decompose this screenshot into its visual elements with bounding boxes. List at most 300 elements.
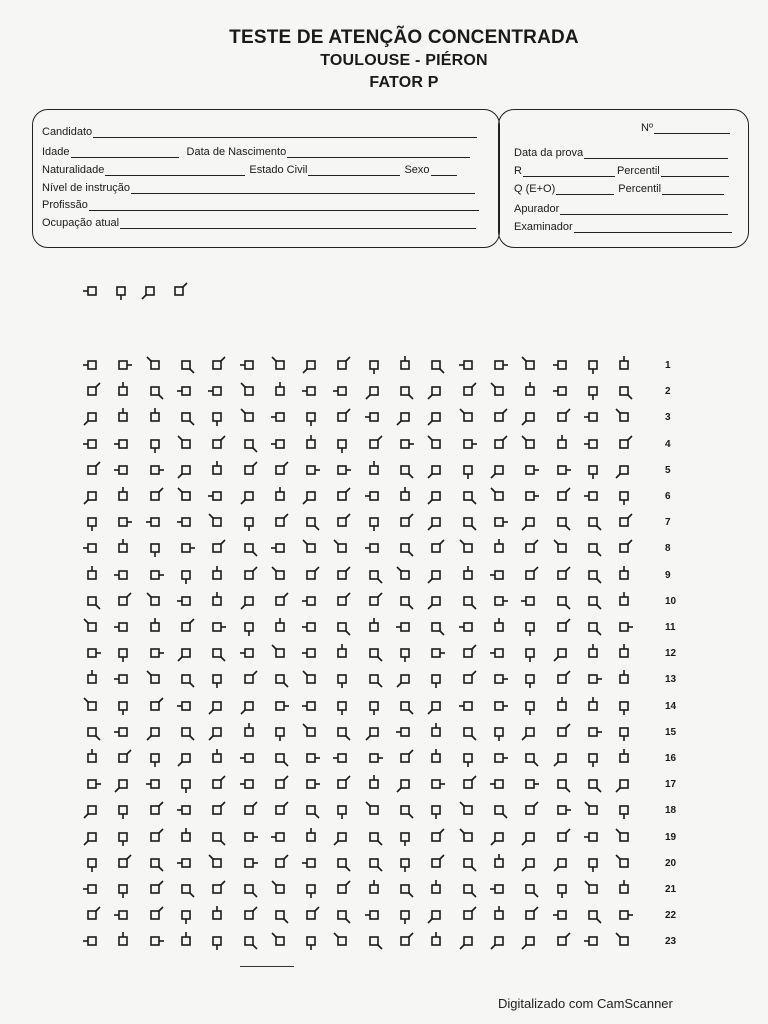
symbol-w-icon[interactable] <box>489 566 509 584</box>
symbol-se-icon[interactable] <box>552 775 572 793</box>
symbol-e-icon[interactable] <box>364 749 384 767</box>
symbol-s-icon[interactable] <box>458 749 478 767</box>
symbol-ne-icon[interactable] <box>364 592 384 610</box>
symbol-n-icon[interactable] <box>426 880 446 898</box>
symbol-n-icon[interactable] <box>520 382 540 400</box>
symbol-w-icon[interactable] <box>552 382 572 400</box>
symbol-ne-icon[interactable] <box>207 801 227 819</box>
symbol-sw-icon[interactable] <box>82 408 102 426</box>
symbol-n-icon[interactable] <box>489 906 509 924</box>
symbol-s-icon[interactable] <box>520 618 540 636</box>
symbol-w-icon[interactable] <box>489 880 509 898</box>
symbol-s-icon[interactable] <box>520 644 540 662</box>
data-prova-field[interactable] <box>514 147 728 159</box>
symbol-s-icon[interactable] <box>520 697 540 715</box>
symbol-sw-icon[interactable] <box>301 487 321 505</box>
symbol-nw-icon[interactable] <box>395 566 415 584</box>
symbol-nw-icon[interactable] <box>301 723 321 741</box>
symbol-ne-icon[interactable] <box>270 775 290 793</box>
symbol-e-icon[interactable] <box>301 775 321 793</box>
symbol-n-icon[interactable] <box>489 618 509 636</box>
symbol-se-icon[interactable] <box>552 592 572 610</box>
symbol-nw-icon[interactable] <box>364 801 384 819</box>
examinador-line[interactable] <box>574 222 732 233</box>
symbol-s-icon[interactable] <box>332 801 352 819</box>
symbol-se-icon[interactable] <box>332 854 352 872</box>
symbol-se-icon[interactable] <box>239 932 259 950</box>
symbol-nw-icon[interactable] <box>270 880 290 898</box>
symbol-n-icon[interactable] <box>207 461 227 479</box>
symbol-se-icon[interactable] <box>239 539 259 557</box>
percentil-1-line[interactable] <box>661 166 729 177</box>
symbol-se-icon[interactable] <box>395 880 415 898</box>
symbol-s-icon[interactable] <box>583 854 603 872</box>
symbol-sw-icon[interactable] <box>614 461 634 479</box>
symbol-w-icon[interactable] <box>583 828 603 846</box>
symbol-ne-icon[interactable] <box>270 801 290 819</box>
symbol-ne-icon[interactable] <box>458 670 478 688</box>
symbol-se-icon[interactable] <box>270 749 290 767</box>
symbol-n-icon[interactable] <box>301 435 321 453</box>
symbol-sw-icon[interactable] <box>239 592 259 610</box>
symbol-nw-icon[interactable] <box>458 408 478 426</box>
symbol-nw-icon[interactable] <box>614 828 634 846</box>
sexo-line[interactable] <box>431 165 457 176</box>
symbol-ne-icon[interactable] <box>614 539 634 557</box>
symbol-n-icon[interactable] <box>145 618 165 636</box>
symbol-nw-icon[interactable] <box>270 644 290 662</box>
symbol-ne-icon[interactable] <box>270 592 290 610</box>
symbol-nw-icon[interactable] <box>458 801 478 819</box>
symbol-sw-icon[interactable] <box>426 382 446 400</box>
symbol-ne-icon[interactable] <box>614 435 634 453</box>
symbol-se-icon[interactable] <box>614 382 634 400</box>
symbol-w-icon[interactable] <box>301 854 321 872</box>
profissao-field[interactable] <box>42 199 479 211</box>
symbol-ne-icon[interactable] <box>395 932 415 950</box>
symbol-ne-icon[interactable] <box>458 382 478 400</box>
symbol-w-icon[interactable] <box>270 408 290 426</box>
symbol-s-icon[interactable] <box>270 723 290 741</box>
symbol-sw-icon[interactable] <box>426 461 446 479</box>
symbol-n-icon[interactable] <box>270 618 290 636</box>
symbol-nw-icon[interactable] <box>520 435 540 453</box>
symbol-sw-icon[interactable] <box>426 566 446 584</box>
symbol-ne-icon[interactable] <box>301 906 321 924</box>
symbol-e-icon[interactable] <box>426 775 446 793</box>
symbol-se-icon[interactable] <box>364 566 384 584</box>
symbol-nw-icon[interactable] <box>332 932 352 950</box>
symbol-s-icon[interactable] <box>113 644 133 662</box>
symbol-ne-icon[interactable] <box>552 828 572 846</box>
symbol-s-icon[interactable] <box>614 697 634 715</box>
symbol-w-icon[interactable] <box>207 487 227 505</box>
candidato-field[interactable] <box>42 126 477 138</box>
examinador-field[interactable] <box>514 221 732 233</box>
symbol-w-icon[interactable] <box>270 435 290 453</box>
symbol-nw-icon[interactable] <box>239 408 259 426</box>
symbol-sw-icon[interactable] <box>176 749 196 767</box>
symbol-n-icon[interactable] <box>426 932 446 950</box>
symbol-s-icon[interactable] <box>426 801 446 819</box>
symbol-ne-icon[interactable] <box>270 513 290 531</box>
symbol-n-icon[interactable] <box>614 566 634 584</box>
naturalidade-field[interactable] <box>42 164 457 176</box>
symbol-e-icon[interactable] <box>520 487 540 505</box>
symbol-w-icon[interactable] <box>113 435 133 453</box>
symbol-s-icon[interactable] <box>395 828 415 846</box>
symbol-ne-icon[interactable] <box>145 697 165 715</box>
symbol-sw-icon[interactable] <box>520 513 540 531</box>
symbol-w-icon[interactable] <box>113 723 133 741</box>
symbol-se-icon[interactable] <box>364 932 384 950</box>
symbol-se-icon[interactable] <box>239 435 259 453</box>
symbol-se-icon[interactable] <box>145 854 165 872</box>
symbol-ne-icon[interactable] <box>426 539 446 557</box>
symbol-w-icon[interactable] <box>82 356 102 374</box>
symbol-s-icon[interactable] <box>395 854 415 872</box>
symbol-se-icon[interactable] <box>145 382 165 400</box>
symbol-ne-icon[interactable] <box>82 382 102 400</box>
symbol-e-icon[interactable] <box>458 435 478 453</box>
symbol-s-icon[interactable] <box>113 880 133 898</box>
symbol-nw-icon[interactable] <box>583 880 603 898</box>
symbol-sw-icon[interactable] <box>207 723 227 741</box>
symbol-s-icon[interactable] <box>82 854 102 872</box>
symbol-sw-icon[interactable] <box>520 408 540 426</box>
symbol-w-icon[interactable] <box>207 382 227 400</box>
symbol-n-icon[interactable] <box>82 566 102 584</box>
symbol-se-icon[interactable] <box>395 697 415 715</box>
symbol-w-icon[interactable] <box>332 382 352 400</box>
symbol-s-icon[interactable] <box>395 644 415 662</box>
symbol-sw-icon[interactable] <box>520 723 540 741</box>
symbol-ne-icon[interactable] <box>239 670 259 688</box>
symbol-nw-icon[interactable] <box>489 487 509 505</box>
symbol-w-icon[interactable] <box>176 801 196 819</box>
symbol-n-icon[interactable] <box>239 723 259 741</box>
symbol-ne-icon[interactable] <box>520 539 540 557</box>
symbol-ne-icon[interactable] <box>239 461 259 479</box>
percentil-2-line[interactable] <box>662 184 724 195</box>
symbol-w-icon[interactable] <box>301 382 321 400</box>
symbol-n-icon[interactable] <box>614 880 634 898</box>
symbol-sw-icon[interactable] <box>113 775 133 793</box>
symbol-w-icon[interactable] <box>458 618 478 636</box>
symbol-se-icon[interactable] <box>301 513 321 531</box>
symbol-nw-icon[interactable] <box>176 435 196 453</box>
symbol-s-icon[interactable] <box>301 880 321 898</box>
symbol-ne-icon[interactable] <box>426 828 446 846</box>
symbol-w-icon[interactable] <box>332 749 352 767</box>
numero-line[interactable] <box>654 123 730 134</box>
symbol-e-icon[interactable] <box>426 644 446 662</box>
symbol-ne-icon[interactable] <box>552 723 572 741</box>
symbol-nw-icon[interactable] <box>82 618 102 636</box>
symbol-ne-icon[interactable] <box>207 880 227 898</box>
symbol-n-icon[interactable] <box>301 828 321 846</box>
symbol-s-icon[interactable] <box>583 461 603 479</box>
symbol-w-icon[interactable] <box>113 670 133 688</box>
symbol-s-icon[interactable] <box>301 932 321 950</box>
symbol-nw-icon[interactable] <box>270 932 290 950</box>
symbol-w-icon[interactable] <box>82 435 102 453</box>
symbol-nw-icon[interactable] <box>82 697 102 715</box>
symbol-w-icon[interactable] <box>145 513 165 531</box>
symbol-n-icon[interactable] <box>614 592 634 610</box>
symbol-ne-icon[interactable] <box>458 775 478 793</box>
symbol-s-icon[interactable] <box>364 513 384 531</box>
symbol-e-icon[interactable] <box>520 461 540 479</box>
symbol-e-icon[interactable] <box>82 644 102 662</box>
symbol-w-icon[interactable] <box>489 775 509 793</box>
symbol-n-icon[interactable] <box>489 539 509 557</box>
symbol-s-icon[interactable] <box>458 461 478 479</box>
symbol-nw-icon[interactable] <box>207 513 227 531</box>
symbol-ne-icon[interactable] <box>332 592 352 610</box>
symbol-w-icon[interactable] <box>364 906 384 924</box>
symbol-e-icon[interactable] <box>552 801 572 819</box>
symbol-w-icon[interactable] <box>520 592 540 610</box>
symbol-s-icon[interactable] <box>583 356 603 374</box>
symbol-ne-icon[interactable] <box>145 801 165 819</box>
symbol-w-icon[interactable] <box>113 566 133 584</box>
symbol-nw-icon[interactable] <box>614 854 634 872</box>
symbol-w-icon[interactable] <box>82 880 102 898</box>
symbol-s-icon[interactable] <box>332 435 352 453</box>
symbol-ne-icon[interactable] <box>552 408 572 426</box>
symbol-n-icon[interactable] <box>207 749 227 767</box>
symbol-ne-icon[interactable] <box>332 513 352 531</box>
idade-line[interactable] <box>71 147 179 158</box>
symbol-ne-icon[interactable] <box>145 828 165 846</box>
symbol-se-icon[interactable] <box>364 828 384 846</box>
symbol-w-icon[interactable] <box>239 356 259 374</box>
symbol-se-icon[interactable] <box>176 356 196 374</box>
ocupacao-line[interactable] <box>120 218 476 229</box>
symbol-ne-icon[interactable] <box>552 487 572 505</box>
symbol-n-icon[interactable] <box>614 749 634 767</box>
symbol-w-icon[interactable] <box>301 697 321 715</box>
symbol-n-icon[interactable] <box>552 435 572 453</box>
symbol-e-icon[interactable] <box>301 749 321 767</box>
symbol-w-icon[interactable] <box>395 723 415 741</box>
estado-civil-line[interactable] <box>308 165 400 176</box>
symbol-ne-icon[interactable] <box>301 566 321 584</box>
symbol-se-icon[interactable] <box>426 356 446 374</box>
symbol-w-icon[interactable] <box>176 513 196 531</box>
nivel-instrucao-field[interactable] <box>42 182 475 194</box>
symbol-n-icon[interactable] <box>113 539 133 557</box>
symbol-n-icon[interactable] <box>176 932 196 950</box>
symbol-sw-icon[interactable] <box>82 828 102 846</box>
symbol-w-icon[interactable] <box>270 539 290 557</box>
symbol-s-icon[interactable] <box>489 723 509 741</box>
symbol-s-icon[interactable] <box>364 356 384 374</box>
symbol-ne-icon[interactable] <box>364 435 384 453</box>
symbol-ne-icon[interactable] <box>332 880 352 898</box>
symbol-ne-icon[interactable] <box>520 566 540 584</box>
naturalidade-line[interactable] <box>105 165 245 176</box>
symbol-ne-icon[interactable] <box>270 461 290 479</box>
symbol-sw-icon[interactable] <box>207 697 227 715</box>
symbol-n-icon[interactable] <box>207 592 227 610</box>
symbol-e-icon[interactable] <box>113 356 133 374</box>
symbol-nw-icon[interactable] <box>239 382 259 400</box>
symbol-sw-icon[interactable] <box>82 487 102 505</box>
symbol-n-icon[interactable] <box>270 382 290 400</box>
symbol-s-icon[interactable] <box>207 670 227 688</box>
symbol-ne-icon[interactable] <box>395 749 415 767</box>
symbol-n-icon[interactable] <box>176 828 196 846</box>
numero-field[interactable] <box>641 122 730 134</box>
symbol-e-icon[interactable] <box>614 906 634 924</box>
symbol-e-icon[interactable] <box>145 461 165 479</box>
symbol-s-icon[interactable] <box>364 697 384 715</box>
symbol-e-icon[interactable] <box>583 723 603 741</box>
symbol-w-icon[interactable] <box>364 539 384 557</box>
symbol-w-icon[interactable] <box>145 775 165 793</box>
candidato-line[interactable] <box>93 127 477 138</box>
symbol-w-icon[interactable] <box>489 644 509 662</box>
symbol-ne-icon[interactable] <box>614 513 634 531</box>
symbol-se-icon[interactable] <box>458 592 478 610</box>
symbol-n-icon[interactable] <box>552 697 572 715</box>
symbol-n-icon[interactable] <box>614 644 634 662</box>
symbol-sw-icon[interactable] <box>145 723 165 741</box>
symbol-se-icon[interactable] <box>364 670 384 688</box>
symbol-n-icon[interactable] <box>614 670 634 688</box>
symbol-e-icon[interactable] <box>239 854 259 872</box>
symbol-se-icon[interactable] <box>520 880 540 898</box>
symbol-n-icon[interactable] <box>583 644 603 662</box>
symbol-sw-icon[interactable] <box>520 854 540 872</box>
symbol-ne-icon[interactable] <box>113 592 133 610</box>
symbol-nw-icon[interactable] <box>426 435 446 453</box>
symbol-ne-icon[interactable] <box>552 932 572 950</box>
symbol-s-icon[interactable] <box>614 723 634 741</box>
symbol-ne-icon[interactable] <box>113 854 133 872</box>
symbol-sw-icon[interactable] <box>364 723 384 741</box>
symbol-nw-icon[interactable] <box>489 382 509 400</box>
profissao-line[interactable] <box>89 200 479 211</box>
symbol-ne-icon[interactable] <box>207 775 227 793</box>
symbol-s-icon[interactable] <box>113 801 133 819</box>
symbol-sw-icon[interactable] <box>332 828 352 846</box>
symbol-nw-icon[interactable] <box>458 539 478 557</box>
symbol-w-icon[interactable] <box>176 382 196 400</box>
symbol-sw-icon[interactable] <box>552 854 572 872</box>
symbol-sw-icon[interactable] <box>239 697 259 715</box>
symbol-sw-icon[interactable] <box>426 408 446 426</box>
symbol-ne-icon[interactable] <box>145 906 165 924</box>
symbol-se-icon[interactable] <box>458 513 478 531</box>
symbol-w-icon[interactable] <box>113 906 133 924</box>
symbol-sw-icon[interactable] <box>552 749 572 767</box>
symbol-s-icon[interactable] <box>176 566 196 584</box>
symbol-s-icon[interactable] <box>614 801 634 819</box>
symbol-w-icon[interactable] <box>395 618 415 636</box>
symbol-w-icon[interactable] <box>301 592 321 610</box>
symbol-ne-icon[interactable] <box>458 644 478 662</box>
symbol-nw-icon[interactable] <box>176 487 196 505</box>
symbol-se-icon[interactable] <box>458 723 478 741</box>
symbol-sw-icon[interactable] <box>489 932 509 950</box>
symbol-ne-icon[interactable] <box>395 513 415 531</box>
symbol-se-icon[interactable] <box>82 723 102 741</box>
symbol-w-icon[interactable] <box>82 932 102 950</box>
symbol-nw-icon[interactable] <box>145 356 165 374</box>
symbol-se-icon[interactable] <box>583 513 603 531</box>
symbol-s-icon[interactable] <box>145 435 165 453</box>
idade-field[interactable] <box>42 146 470 158</box>
symbol-se-icon[interactable] <box>395 382 415 400</box>
symbol-sw-icon[interactable] <box>614 775 634 793</box>
symbol-n-icon[interactable] <box>113 487 133 505</box>
symbol-ne-icon[interactable] <box>239 801 259 819</box>
nivel-instrucao-line[interactable] <box>131 183 475 194</box>
symbol-nw-icon[interactable] <box>145 592 165 610</box>
symbol-e-icon[interactable] <box>614 618 634 636</box>
symbol-n-icon[interactable] <box>364 880 384 898</box>
symbol-e-icon[interactable] <box>583 670 603 688</box>
symbol-ne-icon[interactable] <box>82 906 102 924</box>
symbol-se-icon[interactable] <box>583 775 603 793</box>
r-field[interactable] <box>514 165 729 177</box>
symbol-w-icon[interactable] <box>583 408 603 426</box>
symbol-se-icon[interactable] <box>332 906 352 924</box>
symbol-se-icon[interactable] <box>395 801 415 819</box>
symbol-s-icon[interactable] <box>583 749 603 767</box>
symbol-sw-icon[interactable] <box>489 828 509 846</box>
symbol-se-icon[interactable] <box>458 854 478 872</box>
symbol-w-icon[interactable] <box>113 461 133 479</box>
symbol-se-icon[interactable] <box>583 906 603 924</box>
symbol-e-icon[interactable] <box>113 513 133 531</box>
symbol-n-icon[interactable] <box>270 487 290 505</box>
symbol-n-icon[interactable] <box>583 697 603 715</box>
q-line[interactable] <box>556 184 614 195</box>
symbol-w-icon[interactable] <box>239 644 259 662</box>
symbol-sw-icon[interactable] <box>301 356 321 374</box>
symbol-e-icon[interactable] <box>145 566 165 584</box>
symbol-w-icon[interactable] <box>458 356 478 374</box>
symbol-n-icon[interactable] <box>145 408 165 426</box>
symbol-ne-icon[interactable] <box>552 670 572 688</box>
apurador-field[interactable] <box>514 203 728 215</box>
symbol-n-icon[interactable] <box>489 854 509 872</box>
symbol-n-icon[interactable] <box>614 356 634 374</box>
symbol-ne-icon[interactable] <box>82 461 102 479</box>
symbol-n-icon[interactable] <box>113 382 133 400</box>
symbol-se-icon[interactable] <box>364 644 384 662</box>
symbol-e-icon[interactable] <box>489 749 509 767</box>
symbol-sw-icon[interactable] <box>552 644 572 662</box>
symbol-n-icon[interactable] <box>426 723 446 741</box>
symbol-sw-icon[interactable] <box>426 513 446 531</box>
symbol-e-icon[interactable] <box>239 828 259 846</box>
symbol-sw-icon[interactable] <box>395 408 415 426</box>
symbol-n-icon[interactable] <box>395 487 415 505</box>
symbol-ne-icon[interactable] <box>207 356 227 374</box>
symbol-w-icon[interactable] <box>176 697 196 715</box>
symbol-ne-icon[interactable] <box>489 435 509 453</box>
symbol-w-icon[interactable] <box>364 408 384 426</box>
symbol-e-icon[interactable] <box>552 461 572 479</box>
symbol-e-icon[interactable] <box>520 775 540 793</box>
symbol-w-icon[interactable] <box>583 487 603 505</box>
symbol-sw-icon[interactable] <box>239 487 259 505</box>
